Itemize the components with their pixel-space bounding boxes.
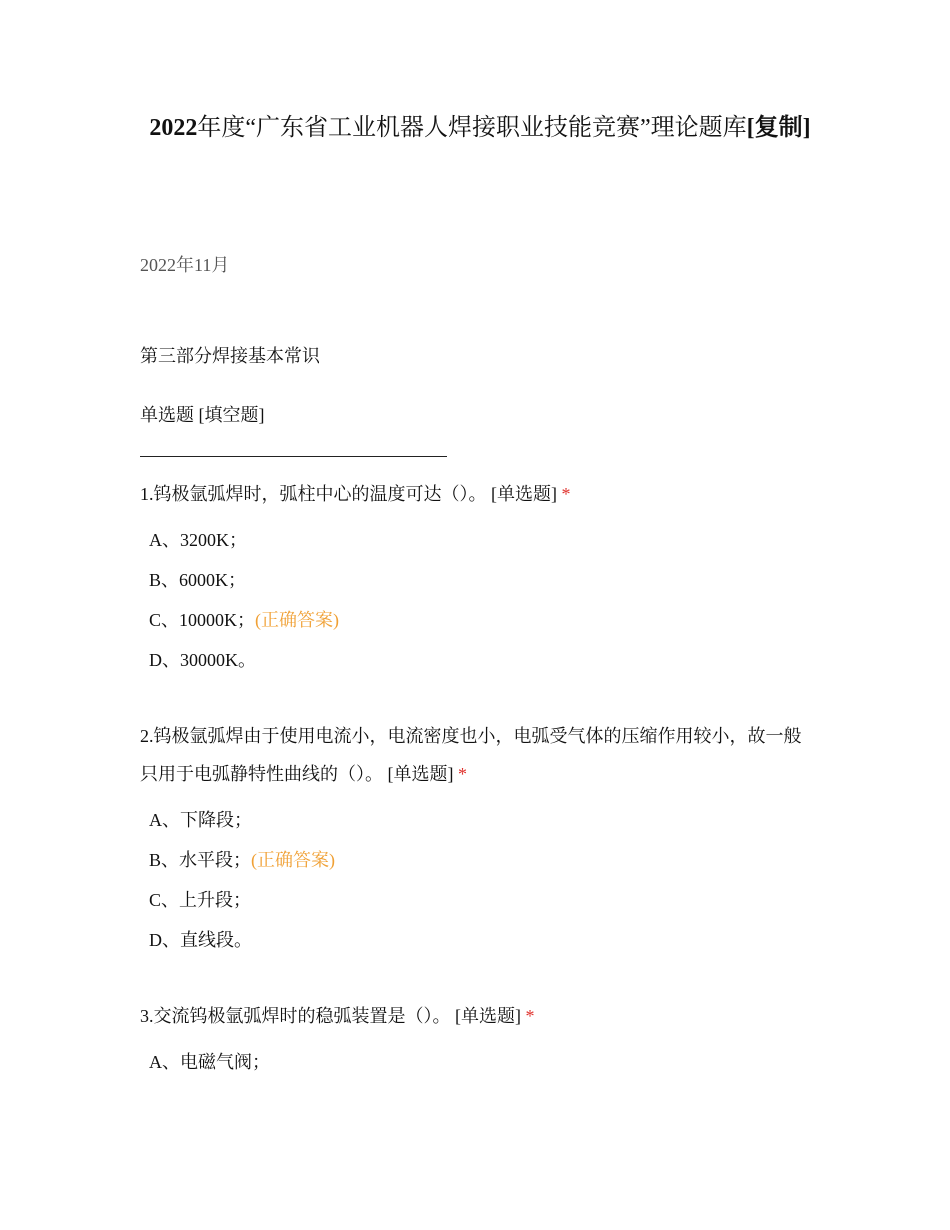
correct-answer-tag: (正确答案) [255, 610, 340, 630]
question-1-option-a[interactable]: A、3200K； [149, 530, 247, 550]
question-1-option-b[interactable]: B、6000K； [149, 570, 247, 590]
question-2 [140, 717, 815, 793]
question-type-tag: [单选题] [455, 1006, 521, 1026]
question-type-label: 单选题 [填空题] [140, 405, 265, 425]
question-1-text: 1.钨极氩弧焊时，弧柱中心的温度可达（）。 [140, 484, 487, 504]
question-type-tag: [单选题] [387, 764, 454, 784]
correct-answer-tag: (正确答案) [251, 850, 336, 870]
question-2-option-d[interactable]: D、直线段。 [149, 930, 252, 950]
title-suffix: [复制] [746, 115, 811, 141]
document-date: 2022年11月 [140, 255, 230, 275]
title-year: 2022 [149, 115, 198, 141]
question-3 [140, 997, 815, 1035]
document-title [140, 107, 820, 149]
question-1-option-c[interactable]: C、10000K；(正确答案) [149, 610, 340, 630]
question-type-tag: [单选题] [491, 484, 557, 504]
question-2-option-c[interactable]: C、上升段； [149, 890, 252, 910]
required-mark: * [525, 1006, 535, 1026]
required-mark: * [458, 764, 467, 784]
question-2-option-a[interactable]: A、下降段； [149, 810, 252, 830]
question-1 [140, 475, 815, 513]
required-mark: * [561, 484, 571, 504]
section-heading: 第三部分焊接基本常识 [140, 346, 320, 366]
question-2-text: 2.钨极氩弧焊由于使用电流小，电流密度也小，电弧受气体的压缩作用较小，故一般只用于电弧静特性曲线的（）。 [140, 726, 802, 784]
question-3-option-a[interactable]: A、电磁气阀； [149, 1052, 270, 1072]
question-3-text: 3.交流钨极氩弧焊时的稳弧装置是（）。 [140, 1006, 451, 1026]
fill-blank-line[interactable] [140, 456, 447, 457]
question-1-option-d[interactable]: D、30000K。 [149, 650, 256, 670]
question-2-option-b[interactable]: B、水平段；(正确答案) [149, 850, 336, 870]
title-text: 年度“广东省工业机器人焊接职业技能竞赛”理论题库 [197, 115, 747, 141]
